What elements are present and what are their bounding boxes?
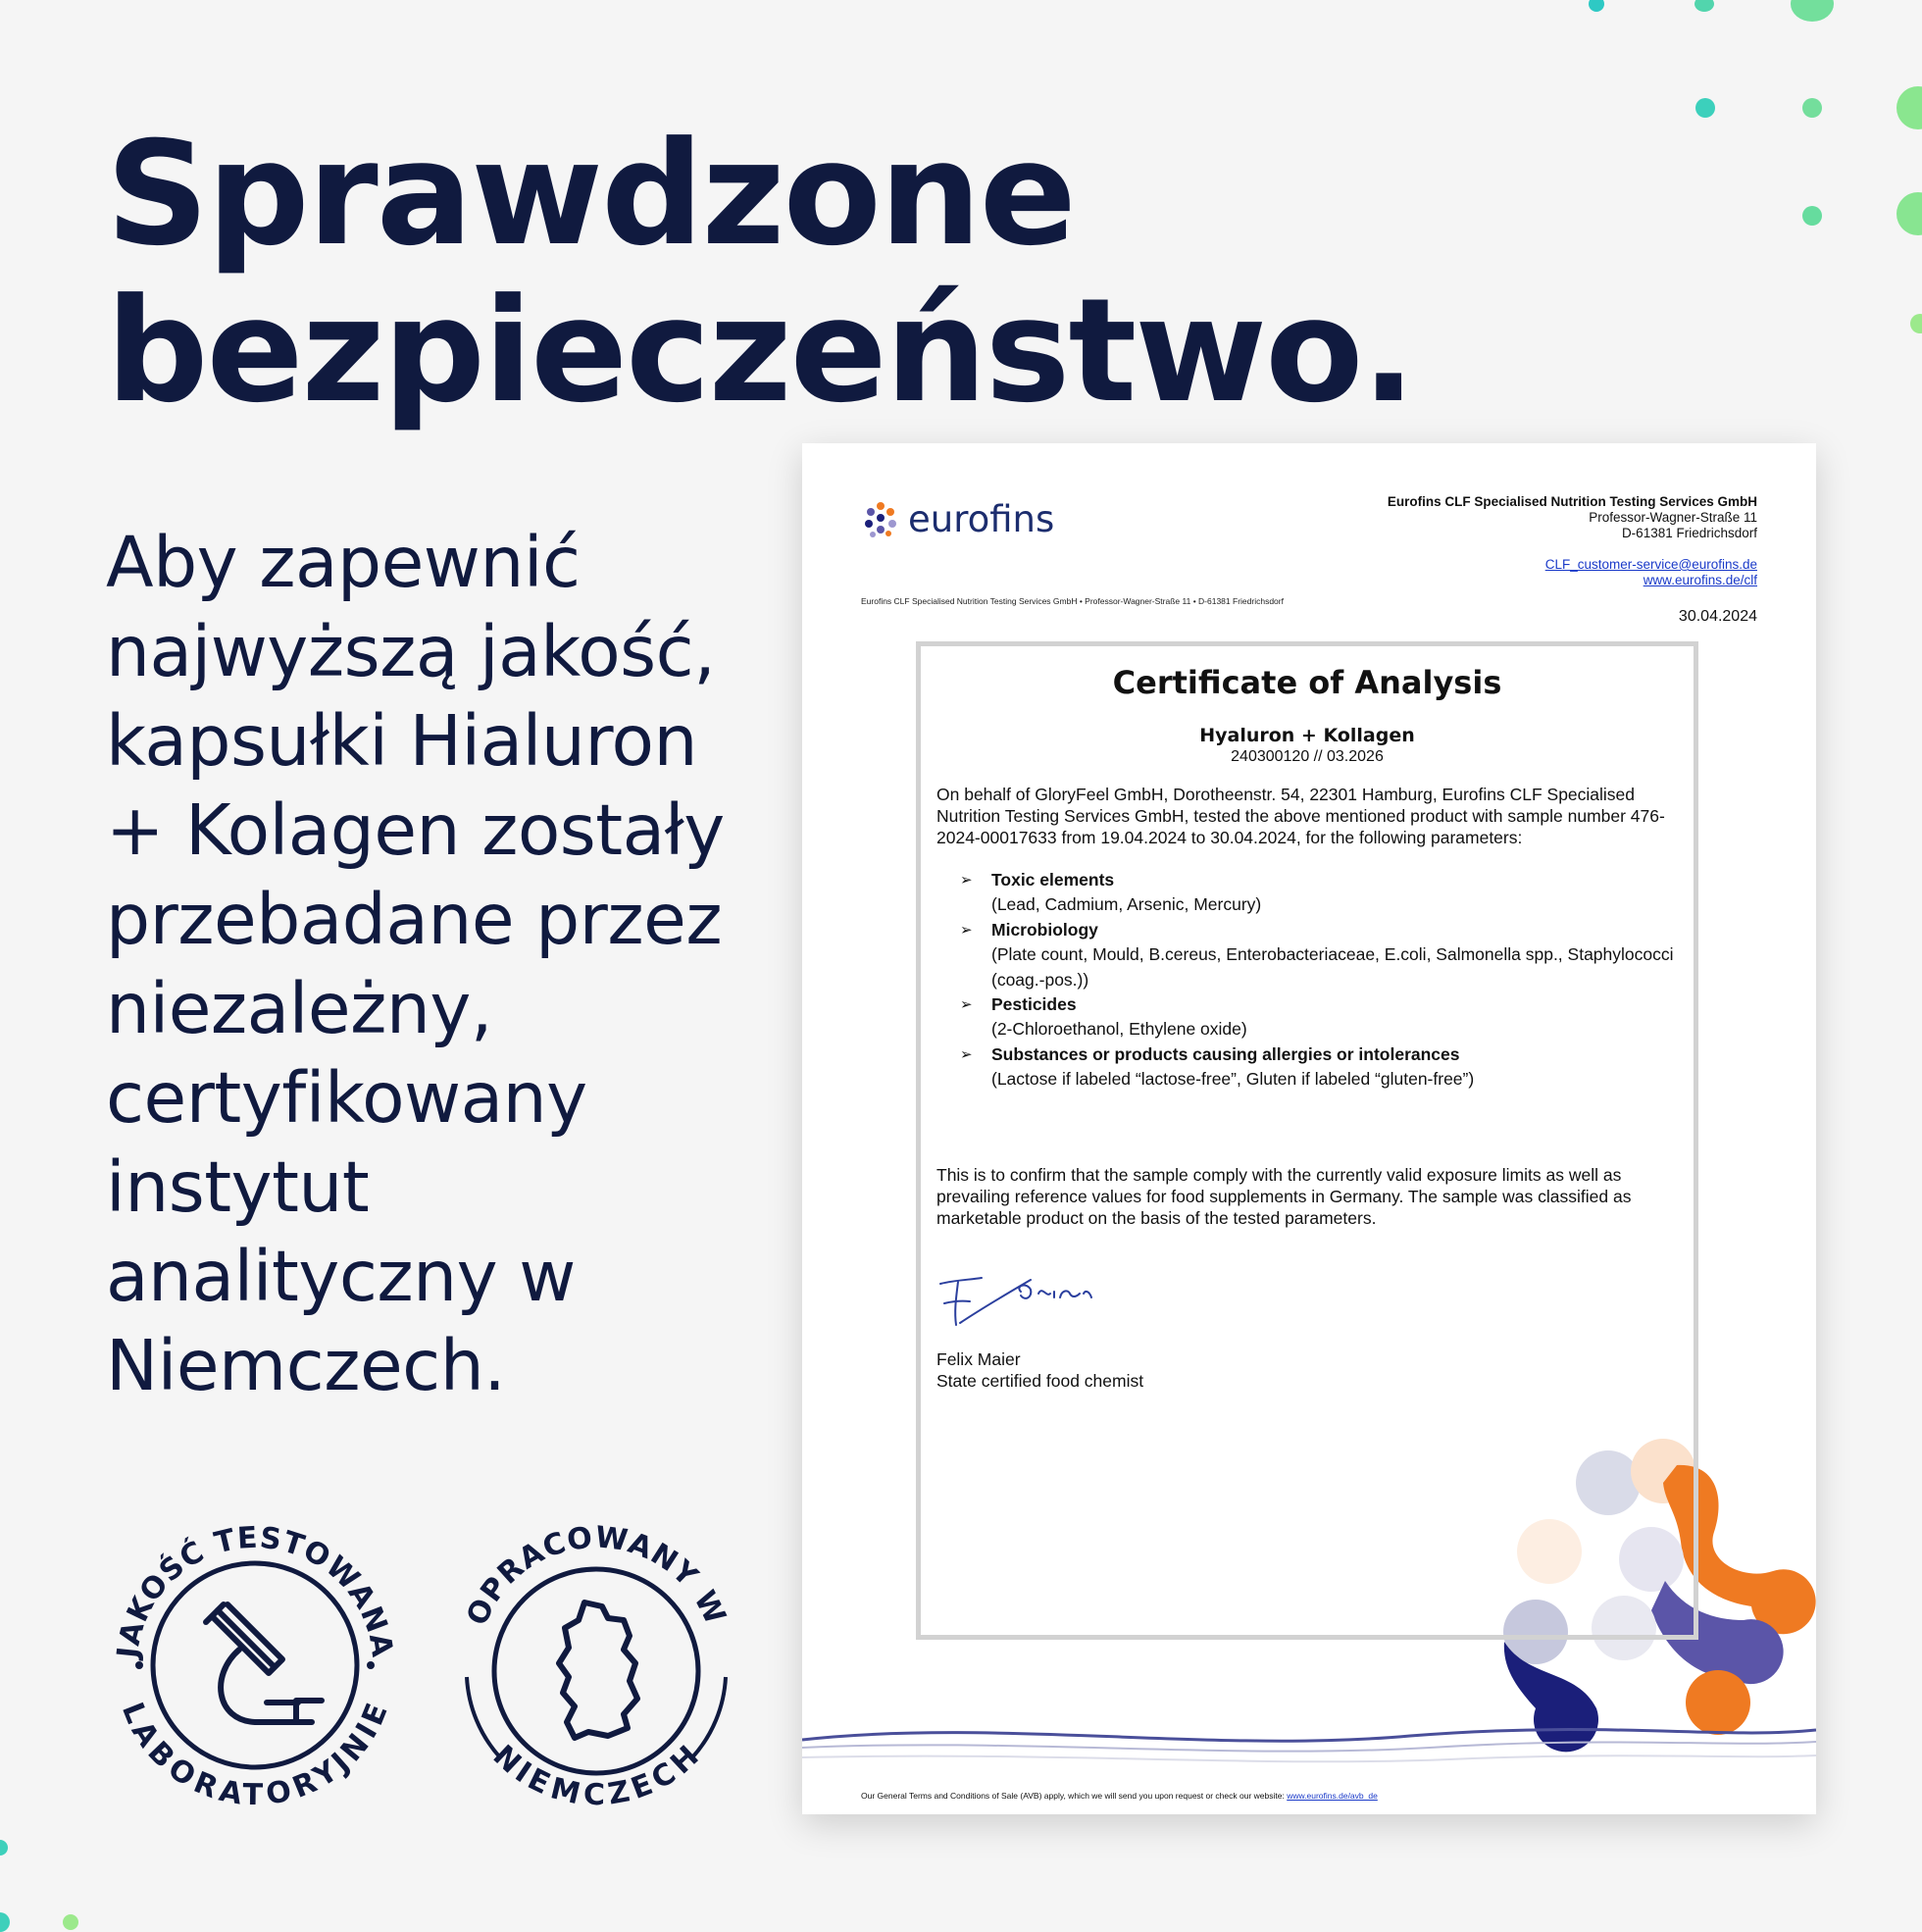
parameter-item [960,918,1678,992]
description-line: Niemczech. [106,1325,506,1406]
description-line: instytut [106,1146,370,1228]
badge-top-text: JAKOŚĆ TESTOWANA [111,1520,400,1660]
description-line: analityczny w [106,1236,576,1317]
description-line: certyfikowany [106,1057,587,1139]
parameter-name: Microbiology [991,919,1098,940]
tested-parameters [960,868,1678,1093]
logo-wordmark: eurofins [908,498,1055,540]
terms-note [861,1791,1378,1801]
batch-number: 240300120 // 03.2026 [1231,748,1384,765]
parameter-name: Toxic elements [991,870,1115,890]
lab-street: Professor-Wagner-Straße 11 [1589,510,1757,525]
parameter-details: (2-Chloroethanol, Ethylene oxide) [991,1019,1247,1040]
germany-map-icon [559,1602,637,1738]
decorative-dot [1897,192,1922,235]
headline [106,111,1414,434]
email-link[interactable]: CLF_customer-service@eurofins.de [1544,557,1757,572]
parameter-item [960,992,1678,1042]
description-line: + Kolagen zostały [106,789,725,871]
decorative-dot [1802,206,1822,226]
decorative-dot [63,1914,78,1930]
headline-line-2: bezpieczeństwo. [106,268,1414,434]
decorative-dot [1802,98,1822,118]
made-in-germany-badge [441,1510,751,1820]
terms-link[interactable]: www.eurofins.de/avb_de [1287,1791,1378,1801]
parameter-name: Pesticides [991,994,1077,1015]
arrow-bullet-icon: ➢ [960,872,973,889]
decorative-dot [1791,0,1834,22]
decorative-dot [0,1912,10,1932]
description-line: kapsułki Hialuron [106,700,697,782]
headline-line-1: Sprawdzone [106,111,1075,278]
terms-text: Our General Terms and Conditions of Sale (AVB) apply, which we will send you upon request or check our website: [861,1791,1285,1801]
description-line: Aby zapewnić [106,522,581,603]
description-line: przebadane przez [106,879,723,960]
product-name: Hyaluron + Kollagen [1199,725,1415,746]
description-line: najwyższą jakość, [106,611,716,692]
badge-bottom-text: NIEMCZECH [486,1738,706,1812]
sender-line: Eurofins CLF Specialised Nutrition Testing Services GmbH • Professor-Wagner-Straße 11 • D-61381 Friedrichsdorf [861,596,1284,606]
parameter-item [960,868,1678,918]
signature [936,1268,1103,1337]
decorative-dot [1695,98,1715,118]
decorative-dot [1910,314,1922,333]
parameter-item [960,1042,1678,1093]
description-text [106,518,753,1410]
certificate-frame [916,641,1698,1640]
lab-tested-badge [100,1510,410,1820]
certificate-title: Certificate of Analysis [1112,664,1502,701]
badge-bottom-text: LABORATORYJNIE [115,1698,395,1812]
lab-name: Eurofins CLF Specialised Nutrition Testing Services GmbH [1387,494,1757,509]
decorative-dot [1589,0,1604,12]
lab-city: D-61381 Friedrichsdorf [1621,526,1757,540]
decorative-dot [1694,0,1714,12]
badge-top-text: OPRACOWANY W [460,1520,733,1631]
arrow-bullet-icon: ➢ [960,921,973,939]
signer-title: State certified food chemist [936,1371,1144,1391]
parameter-details: (Plate count, Mould, B.cereus, Enterobacteriaceae, E.coli, Salmonella spp., Staphylococci (coag.-pos.)) [991,944,1674,990]
certificate-date: 30.04.2024 [1678,608,1757,625]
microscope-icon [206,1604,322,1722]
certificate-intro: On behalf of GloryFeel GmbH, Dorotheenstr. 54, 22301 Hamburg, Eurofins CLF Specialised Nutrition Testing Services GmbH, tested the above mentioned product with sample number 476-2024-00017633 from 19.04.2024 to 30.04.2024, for the following parameters: [936,785,1665,847]
signer-name: Felix Maier [936,1349,1021,1369]
confirmation-text: This is to confirm that the sample comply with the currently valid exposure limits as well as prevailing reference values for food supplements in Germany. The sample was classified as marketable product on the basis of the tested parameters. [936,1165,1632,1228]
decorative-dot [0,1840,8,1856]
description-line: niezależny, [106,968,492,1049]
signer-block [936,1348,1143,1392]
parameter-details: (Lead, Cadmium, Arsenic, Mercury) [991,894,1262,915]
website-link[interactable]: www.eurofins.de/clf [1643,573,1757,587]
parameter-name: Substances or products causing allergies or intolerances [991,1043,1460,1064]
decorative-dot [1897,86,1922,129]
arrow-bullet-icon: ➢ [960,1045,973,1063]
arrow-bullet-icon: ➢ [960,996,973,1014]
certificate-document [802,443,1816,1814]
parameter-details: (Lactose if labeled “lactose-free”, Gluten if labeled “gluten-free”) [991,1069,1475,1090]
